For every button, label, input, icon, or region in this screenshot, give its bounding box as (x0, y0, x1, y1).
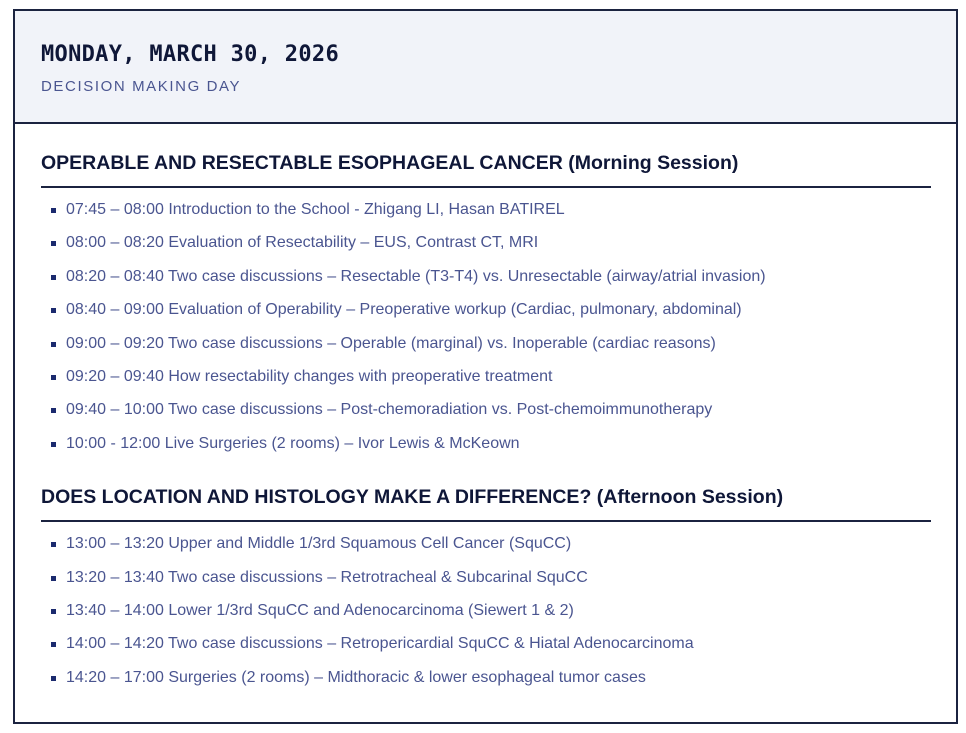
session-item-list (41, 534, 931, 701)
schedule-item-text: 08:20 – 08:40 Two case discussions – Resectable (T3-T4) vs. Unresectable (airway/atrial invasion) (66, 267, 766, 285)
schedule-item-text: 09:40 – 10:00 Two case discussions – Post-chemoradiation vs. Post-chemoimmunotherapy (66, 401, 713, 419)
schedule-item (51, 200, 931, 233)
schedule-day-card (13, 9, 958, 724)
square-bullet-icon (51, 308, 56, 313)
square-bullet-icon (51, 576, 56, 581)
day-title: MONDAY, MARCH 30, 2026 (41, 42, 339, 67)
schedule-item (51, 300, 931, 333)
schedule-item-text: 09:00 – 09:20 Two case discussions – Operable (marginal) vs. Inoperable (cardiac reasons) (66, 334, 716, 352)
square-bullet-icon (51, 208, 56, 213)
schedule-item-text: 08:00 – 08:20 Evaluation of Resectability – EUS, Contrast CT, MRI (66, 234, 539, 252)
schedule-item (51, 634, 931, 667)
schedule-item (51, 601, 931, 634)
square-bullet-icon (51, 342, 56, 347)
square-bullet-icon (51, 542, 56, 547)
schedule-item-text: 14:00 – 14:20 Two case discussions – Retropericardial SquCC & Hiatal Adenocarcinoma (66, 635, 694, 653)
square-bullet-icon (51, 676, 56, 681)
schedule-item-text: 08:40 – 09:00 Evaluation of Operability – Preoperative workup (Cardiac, pulmonary, abdominal) (66, 301, 742, 319)
schedule-item-text: 14:20 – 17:00 Surgeries (2 rooms) – Midthoracic & lower esophageal tumor cases (66, 668, 646, 686)
schedule-item (51, 668, 931, 701)
square-bullet-icon (51, 375, 56, 380)
day-content (15, 124, 956, 701)
session-title: OPERABLE AND RESECTABLE ESOPHAGEAL CANCER (Morning Session) (41, 151, 931, 188)
schedule-item (51, 367, 931, 400)
schedule-item (51, 400, 931, 433)
square-bullet-icon (51, 442, 56, 447)
square-bullet-icon (51, 241, 56, 246)
schedule-item (51, 434, 931, 467)
schedule-item-text: 07:45 – 08:00 Introduction to the School - Zhigang LI, Hasan BATIREL (66, 201, 565, 218)
square-bullet-icon (51, 275, 56, 280)
schedule-item-text: 10:00 - 12:00 Live Surgeries (2 rooms) – Ivor Lewis & McKeown (66, 434, 520, 452)
day-subtitle: DECISION MAKING DAY (41, 78, 242, 95)
day-header (15, 11, 956, 124)
session-item-list (41, 200, 931, 467)
session-afternoon (41, 485, 931, 701)
session-title: DOES LOCATION AND HISTOLOGY MAKE A DIFFERENCE? (Afternoon Session) (41, 485, 931, 522)
schedule-item (51, 267, 931, 300)
schedule-item-text: 13:40 – 14:00 Lower 1/3rd SquCC and Adenocarcinoma (Siewert 1 & 2) (66, 601, 574, 619)
schedule-item-text: 13:00 – 13:20 Upper and Middle 1/3rd Squamous Cell Cancer (SquCC) (66, 535, 572, 553)
schedule-item-text: 13:20 – 13:40 Two case discussions – Retrotracheal & Subcarinal SquCC (66, 568, 588, 586)
square-bullet-icon (51, 408, 56, 413)
schedule-item (51, 334, 931, 367)
session-morning (41, 151, 931, 467)
schedule-item (51, 568, 931, 601)
square-bullet-icon (51, 642, 56, 647)
square-bullet-icon (51, 609, 56, 614)
schedule-item (51, 534, 931, 567)
schedule-item-text: 09:20 – 09:40 How resectability changes with preoperative treatment (66, 367, 553, 385)
schedule-item (51, 233, 931, 266)
